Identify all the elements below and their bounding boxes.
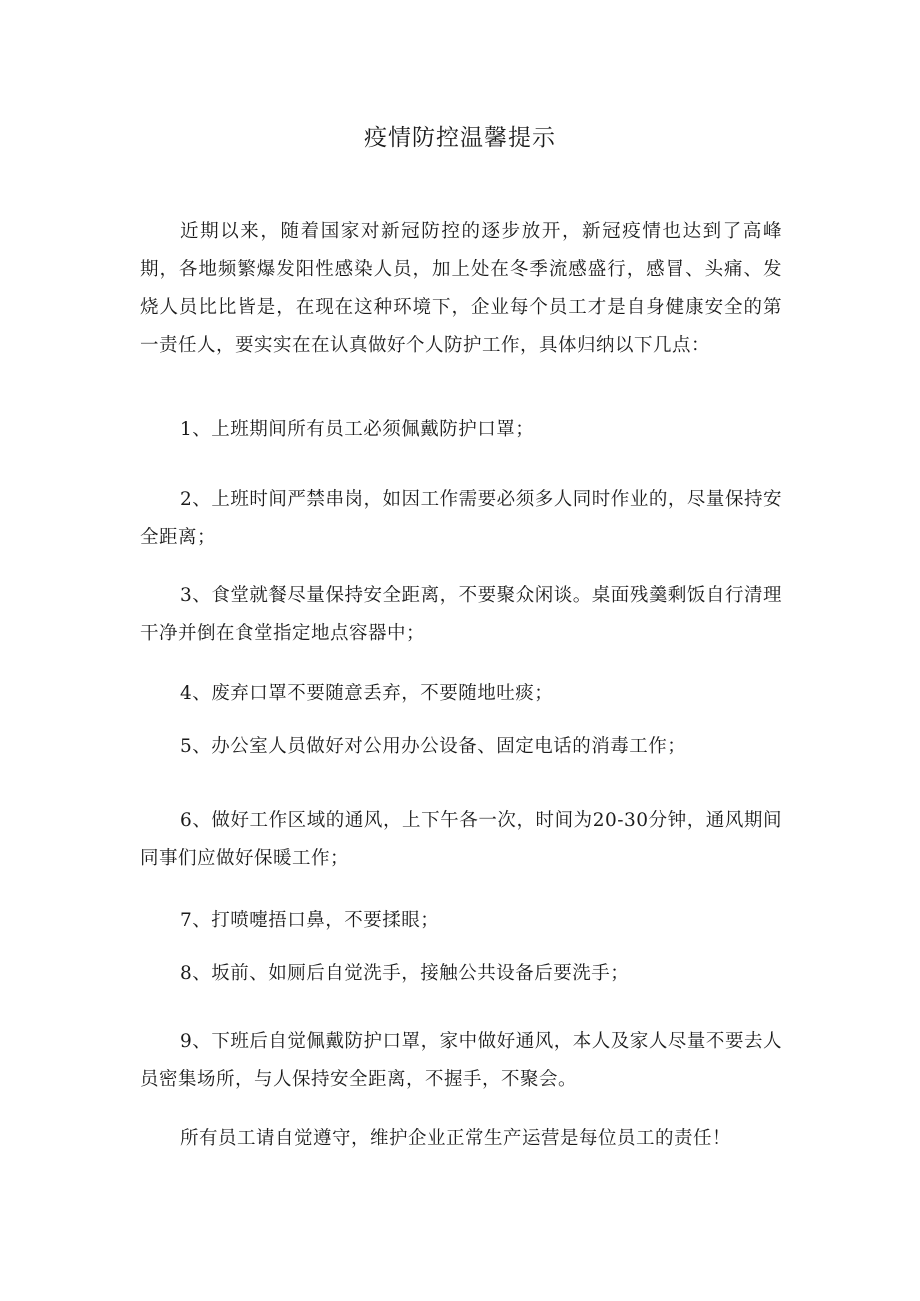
- item-5: 5、办公室人员做好对公用办公设备、固定电话的消毒工作；: [180, 736, 687, 757]
- item-1: 1、上班期间所有员工必须佩戴防护口罩；: [180, 419, 535, 440]
- item-6: 6、做好工作区域的通风，上下午各一次，时间为20-30分钟，通风期间同事们应做好保暖工作；: [140, 810, 782, 869]
- item-9: 9、下班后自觉佩戴防护口罩，家中做好通风，本人及家人尽量不要去人员密集场所，与人保持安全距离，不握手，不聚会。: [140, 1031, 782, 1090]
- item-3: 3、食堂就餐尽量保持安全距离，不要聚众闲谈。桌面残羹剩饭自行清理干净并倒在食堂指定地点容器中；: [140, 585, 782, 644]
- item-7: 7、打喷嚏捂口鼻，不要揉眼；: [180, 910, 440, 931]
- item-2: 2、上班时间严禁串岗，如因工作需要必须多人同时作业的，尽量保持安全距离；: [140, 489, 782, 548]
- document-title: 疫情防控温馨提示: [364, 125, 556, 151]
- closing-paragraph: 所有员工请自觉遵守，维护企业正常生产运营是每位员工的责任！: [180, 1128, 732, 1149]
- intro-paragraph: 近期以来，随着国家对新冠防控的逐步放开，新冠疫情也达到了高峰期，各地频繁爆发阳性感染人员，加上处在冬季流感盛行，感冒、头痛、发烧人员比比皆是，在现在这种环境下，企业每个员工才是自身健康安全的第一责任人，要实实在在认真做好个人防护工作，具体归纳以下几点：: [140, 221, 782, 356]
- item-8: 8、坂前、如厕后自觉洗手，接触公共设备后要洗手；: [180, 963, 630, 984]
- item-4: 4、废弃口罩不要随意丢弃，不要随地吐痰；: [180, 683, 554, 704]
